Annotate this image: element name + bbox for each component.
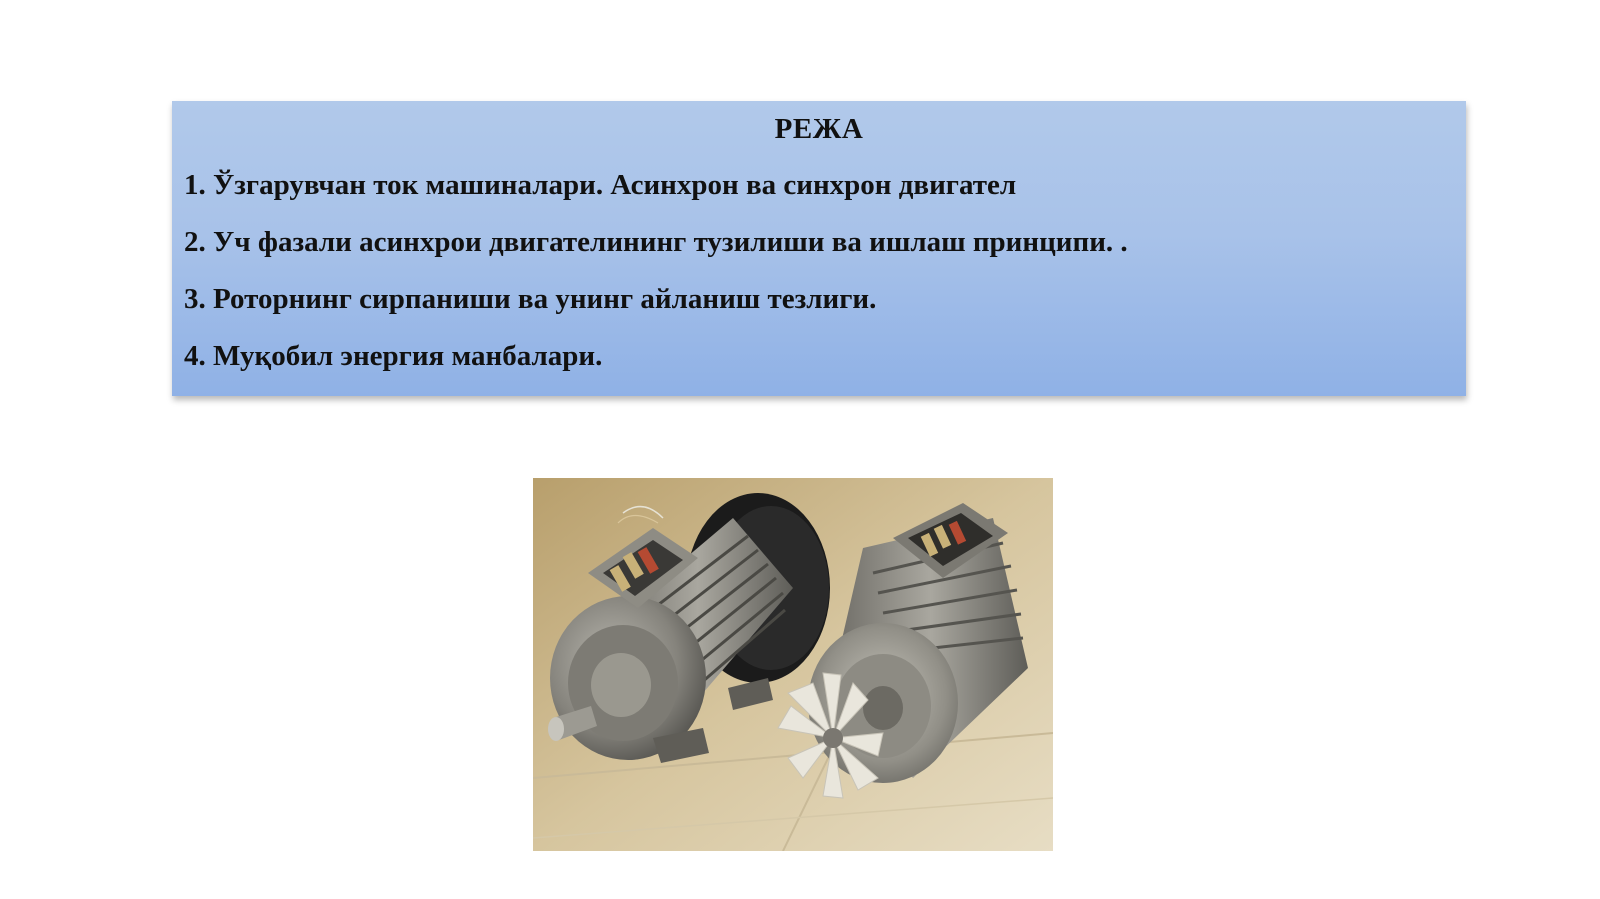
- plan-list: [184, 165, 1128, 393]
- plan-item-3: 3. Роторнинг сирпаниши ва унинг айланиш тезлиги.: [184, 283, 877, 315]
- motors-photo: [533, 478, 1053, 851]
- plan-item-2: 2. Уч фазали асинхрои двигателининг тузилиши ва ишлаш принципи. .: [184, 226, 1128, 258]
- plan-title: РЕЖА: [774, 113, 864, 145]
- motors-illustration: [533, 478, 1053, 851]
- plan-item-1: 1. Ўзгарувчан ток машиналари. Асинхрон ва синхрон двигател: [184, 169, 1017, 201]
- plan-item-4: 4. Муқобил энергия манбалари.: [184, 340, 603, 372]
- plan-box: [172, 101, 1466, 396]
